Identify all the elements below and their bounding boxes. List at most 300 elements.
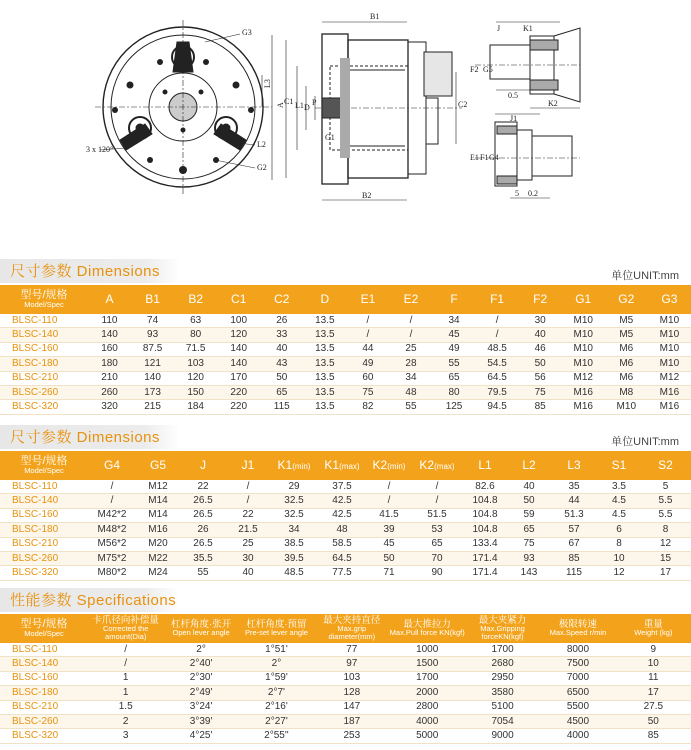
model-cell: BLSC-160	[0, 342, 88, 356]
label-g4: G4	[489, 153, 499, 162]
label-b2: B2	[362, 191, 372, 200]
table-cell: 40	[508, 480, 550, 494]
model-cell: BLSC-140	[0, 328, 88, 342]
table-cell: 4000	[390, 714, 465, 728]
column-header	[0, 451, 88, 480]
table-cell: 3°24'	[163, 700, 238, 714]
table-header-row	[0, 285, 691, 314]
model-cell: BLSC-110	[0, 314, 88, 328]
column-header-sublabel: Model/Spec	[24, 466, 64, 475]
table-cell: 2°16'	[239, 700, 314, 714]
table-cell: 50	[508, 494, 550, 508]
table-cell: 74	[131, 314, 174, 328]
table-cell: 180	[88, 357, 131, 371]
table-cell: 1000	[390, 643, 465, 657]
model-cell: BLSC-110	[0, 643, 88, 657]
table-cell: 40	[226, 566, 270, 580]
table-cell: 21.5	[226, 523, 270, 537]
table-row	[0, 314, 691, 328]
table-cell: /	[476, 328, 519, 342]
table-cell: 120	[174, 371, 217, 385]
table-cell: 30	[519, 314, 562, 328]
table-cell: 9000	[465, 729, 540, 743]
table-cell: 82.6	[462, 480, 508, 494]
column-header	[550, 451, 598, 480]
table-cell: 44	[550, 494, 598, 508]
label-f2: F2	[470, 65, 479, 74]
column-header	[346, 285, 389, 314]
table-cell: 17	[640, 566, 691, 580]
table-cell: /	[88, 643, 163, 657]
column-header	[412, 451, 462, 480]
table-row	[0, 508, 691, 522]
table-cell: 35	[550, 480, 598, 494]
column-header-label: 最大夹紧力	[478, 615, 527, 626]
table-cell: 64.5	[476, 371, 519, 385]
column-header-label: F2	[533, 292, 548, 306]
column-header	[519, 285, 562, 314]
table-cell: 8	[640, 523, 691, 537]
table-row	[0, 342, 691, 356]
column-header-label: 杠杆角度·张开	[170, 619, 232, 630]
table-cell: 94.5	[476, 400, 519, 414]
table-cell: 67	[550, 537, 598, 551]
table-cell: M16	[136, 523, 180, 537]
table-row	[0, 643, 691, 657]
table-cell: 43	[260, 357, 303, 371]
table-cell: 6500	[540, 686, 615, 700]
table-cell: 13.5	[303, 342, 346, 356]
section-band-dimensions-1	[0, 259, 180, 283]
table-cell: 57	[550, 523, 598, 537]
table-cell: 25	[389, 342, 432, 356]
model-cell: BLSC-160	[0, 508, 88, 522]
label-j1: J1	[510, 114, 518, 123]
table-cell: 210	[88, 371, 131, 385]
table-cell: 13.5	[303, 357, 346, 371]
label-g3: G3	[242, 28, 252, 37]
label-l3: L3	[263, 79, 272, 88]
column-header-label: C2	[274, 292, 290, 306]
table-cell: 4°25'	[163, 729, 238, 743]
table-cell: M42*2	[88, 508, 136, 522]
table-cell: 64.5	[318, 551, 366, 565]
label-5: 5	[515, 189, 519, 198]
column-header-label: 型号/规格	[20, 455, 68, 467]
table-cell: 48	[318, 523, 366, 537]
column-header	[0, 285, 88, 314]
model-cell: BLSC-260	[0, 714, 88, 728]
table-cell: 65	[260, 385, 303, 399]
table-cell: /	[389, 314, 432, 328]
table-cell: 4500	[540, 714, 615, 728]
table-row	[0, 686, 691, 700]
label-a: A	[276, 102, 285, 108]
table-cell: 13.5	[303, 371, 346, 385]
label-angle: 3 x 120°	[86, 145, 114, 154]
column-header-label: S2	[658, 458, 673, 472]
column-header-suffix: (min)	[387, 461, 406, 471]
section-title-dimensions-1: 尺寸参数 Dimensions	[10, 263, 161, 280]
table-cell: 65	[412, 537, 462, 551]
table-cell: 184	[174, 400, 217, 414]
table-cell: 25	[226, 537, 270, 551]
table-cell: 30	[226, 551, 270, 565]
table-cell: 1700	[390, 671, 465, 685]
table-cell: 13.5	[303, 400, 346, 414]
table-row	[0, 400, 691, 414]
table-cell: 56	[519, 371, 562, 385]
table-cell: 41.5	[366, 508, 412, 522]
column-header-label: L3	[567, 458, 581, 472]
table-cell: 65	[433, 371, 476, 385]
table-cell: 5	[640, 480, 691, 494]
table-cell: 54.5	[476, 357, 519, 371]
table-cell: 115	[550, 566, 598, 580]
column-header-label: K1	[324, 457, 340, 472]
column-header-sublabel: Max.Pull force KN(kgf)	[389, 628, 465, 637]
table-cell: 13.5	[303, 314, 346, 328]
table-row	[0, 714, 691, 728]
table-cell: 53	[412, 523, 462, 537]
column-header	[217, 285, 260, 314]
table-cell: 26.5	[180, 494, 226, 508]
table-cell: 93	[508, 551, 550, 565]
table-cell: 13.5	[303, 385, 346, 399]
column-header-label: A	[105, 292, 114, 306]
table-cell: 50	[366, 551, 412, 565]
table-cell: 5.5	[640, 494, 691, 508]
model-cell: BLSC-180	[0, 523, 88, 537]
table-cell: M10	[648, 357, 691, 371]
table-cell: /	[412, 494, 462, 508]
column-header	[462, 451, 508, 480]
table-cell: 1700	[465, 643, 540, 657]
table-cell: 75	[508, 537, 550, 551]
table-cell: 45	[433, 328, 476, 342]
table-cell: 3580	[465, 686, 540, 700]
table-cell: 7000	[540, 671, 615, 685]
table-cell: 37.5	[318, 480, 366, 494]
column-header	[0, 614, 88, 643]
table-cell: M80*2	[88, 566, 136, 580]
table-row	[0, 566, 691, 580]
table-cell: 50	[260, 371, 303, 385]
table-cell: M20	[136, 537, 180, 551]
table-row	[0, 523, 691, 537]
dimensions-table-1	[0, 285, 691, 415]
table-cell: 49	[346, 357, 389, 371]
table-cell: 2	[88, 714, 163, 728]
table-cell: M16	[562, 385, 605, 399]
column-header-suffix: (min)	[292, 461, 311, 471]
table-cell: 12	[640, 537, 691, 551]
table-cell: 71	[366, 566, 412, 580]
table-cell: 128	[314, 686, 389, 700]
table-cell: 75	[346, 385, 389, 399]
unit-label-1: 单位UNIT:mm	[611, 270, 679, 282]
table-cell: M12	[136, 480, 180, 494]
column-header-label: K2	[419, 457, 435, 472]
dimensions-table-2	[0, 451, 691, 581]
table-cell: 8000	[540, 643, 615, 657]
table-cell: 80	[174, 328, 217, 342]
table-cell: 171.4	[462, 566, 508, 580]
table-cell: 147	[314, 700, 389, 714]
table-cell: M12	[562, 371, 605, 385]
unit-label-2: 单位UNIT:mm	[611, 436, 679, 448]
table-cell: 4.5	[598, 494, 640, 508]
table-cell: 1°59'	[239, 671, 314, 685]
table-cell: 160	[88, 342, 131, 356]
column-header-label: 型号/规格	[20, 289, 68, 301]
table-cell: 7500	[540, 657, 615, 671]
label-g5: G5	[483, 65, 493, 74]
table-cell: 55	[180, 566, 226, 580]
table-cell: 187	[314, 714, 389, 728]
model-cell: BLSC-180	[0, 686, 88, 700]
column-header-label: 型号/规格	[20, 618, 68, 630]
table-cell: 253	[314, 729, 389, 743]
model-cell: BLSC-210	[0, 700, 88, 714]
table-cell: 140	[217, 342, 260, 356]
table-cell: /	[88, 494, 136, 508]
table-cell: 170	[217, 371, 260, 385]
table-cell: 35.5	[180, 551, 226, 565]
column-header-label: G2	[618, 292, 635, 306]
table-cell: 75	[519, 385, 562, 399]
table-cell: 22	[226, 508, 270, 522]
table-cell: 143	[508, 566, 550, 580]
table-cell: 115	[260, 400, 303, 414]
table-cell: M14	[136, 494, 180, 508]
model-cell: BLSC-160	[0, 671, 88, 685]
side-view-drawing	[286, 22, 462, 200]
table-cell: 120	[217, 328, 260, 342]
column-header-label: 杠杆角度·预留	[246, 619, 307, 630]
label-k2: K2	[548, 99, 558, 108]
table-cell: 103	[174, 357, 217, 371]
table-cell: 85	[550, 551, 598, 565]
section-band-dimensions-2	[0, 425, 180, 449]
table-cell: 5000	[390, 729, 465, 743]
table-cell: M12	[648, 371, 691, 385]
table-cell: 59	[508, 508, 550, 522]
table-cell: M10	[562, 342, 605, 356]
table-cell: 26	[180, 523, 226, 537]
table-cell: 34	[389, 371, 432, 385]
table-cell: 77.5	[318, 566, 366, 580]
table-cell: 10	[616, 657, 691, 671]
table-cell: /	[226, 494, 270, 508]
table-cell: 5100	[465, 700, 540, 714]
table-cell: 110	[88, 314, 131, 328]
column-header	[180, 451, 226, 480]
table-cell: 5500	[540, 700, 615, 714]
table-cell: 220	[217, 385, 260, 399]
column-header-label: B1	[145, 292, 160, 306]
column-header-label: 极限转速	[558, 619, 597, 630]
column-header	[648, 285, 691, 314]
table-row	[0, 371, 691, 385]
table-cell: 97	[314, 657, 389, 671]
column-header-label: J1	[241, 458, 255, 472]
table-cell: 51.5	[412, 508, 462, 522]
table-cell: 100	[217, 314, 260, 328]
column-header	[389, 285, 432, 314]
table-cell: 2°55''	[239, 729, 314, 743]
table-cell: /	[476, 314, 519, 328]
table-cell: /	[346, 328, 389, 342]
table-cell: 8	[598, 537, 640, 551]
table-cell: 32.5	[270, 494, 318, 508]
table-cell: 51.3	[550, 508, 598, 522]
label-g1: G1	[325, 133, 335, 142]
column-header-label: F1	[490, 292, 505, 306]
column-header	[226, 451, 270, 480]
table-cell: 34	[433, 314, 476, 328]
column-header-label: B2	[188, 292, 203, 306]
label-02: 0.2	[528, 189, 538, 198]
table-cell: 87.5	[131, 342, 174, 356]
column-header	[260, 285, 303, 314]
table-cell: 2680	[465, 657, 540, 671]
table-cell: M16	[648, 385, 691, 399]
column-header-label: G3	[661, 292, 678, 306]
table-cell: 1	[88, 686, 163, 700]
table-cell: 2950	[465, 671, 540, 685]
column-header-label: K1	[277, 457, 293, 472]
table-cell: 28	[389, 357, 432, 371]
column-header	[174, 285, 217, 314]
table-cell: 1.5	[88, 700, 163, 714]
column-header-label: K2	[372, 457, 388, 472]
table-cell: /	[389, 328, 432, 342]
column-header-label: 卡爪径向补偿量	[92, 615, 159, 626]
column-header-sublabel: Corrected the amount(Dia)	[102, 624, 149, 641]
label-e1: E1	[470, 153, 479, 162]
column-header	[136, 451, 180, 480]
table-row	[0, 357, 691, 371]
table-cell: /	[412, 480, 462, 494]
table-header-row	[0, 614, 691, 643]
table-cell: 46	[519, 342, 562, 356]
column-header	[163, 614, 238, 643]
label-f1: F1	[480, 153, 489, 162]
column-header-sublabel: Open lever angle	[172, 628, 230, 637]
column-header	[303, 285, 346, 314]
column-header-label: D	[320, 292, 330, 306]
column-header	[616, 614, 691, 643]
table-cell: 70	[412, 551, 462, 565]
table-row	[0, 537, 691, 551]
table-row	[0, 671, 691, 685]
column-header-label: L1	[478, 458, 492, 472]
model-cell: BLSC-320	[0, 400, 88, 414]
table-cell: 2°40'	[163, 657, 238, 671]
column-header	[88, 285, 131, 314]
column-header-label: G5	[149, 458, 166, 472]
table-cell: 2800	[390, 700, 465, 714]
table-cell: 13.5	[303, 328, 346, 342]
column-header-label: J	[200, 458, 206, 472]
table-cell: 50	[616, 714, 691, 728]
table-cell: /	[88, 657, 163, 671]
table-cell: 80	[433, 385, 476, 399]
table-cell: 10	[598, 551, 640, 565]
label-c1: C1	[284, 97, 294, 106]
table-cell: M5	[605, 328, 648, 342]
table-cell: 42.5	[318, 508, 366, 522]
column-header-sublabel: Model/Spec	[24, 300, 64, 309]
table-cell: 63	[174, 314, 217, 328]
table-row	[0, 385, 691, 399]
table-cell: 33	[260, 328, 303, 342]
model-cell: BLSC-210	[0, 537, 88, 551]
table-cell: M16	[648, 400, 691, 414]
section-band-specifications	[0, 588, 180, 612]
table-cell: M48*2	[88, 523, 136, 537]
table-cell: 104.8	[462, 523, 508, 537]
table-cell: 3	[88, 729, 163, 743]
table-cell: /	[366, 480, 412, 494]
table-cell: 48	[389, 385, 432, 399]
model-cell: BLSC-260	[0, 551, 88, 565]
column-header	[131, 285, 174, 314]
table-cell: 260	[88, 385, 131, 399]
table-cell: 7054	[465, 714, 540, 728]
table-cell: 40	[519, 328, 562, 342]
column-header	[433, 285, 476, 314]
table-cell: 2°	[239, 657, 314, 671]
table-row	[0, 494, 691, 508]
table-cell: 55	[389, 400, 432, 414]
table-cell: 320	[88, 400, 131, 414]
column-header	[508, 451, 550, 480]
table-cell: 3.5	[598, 480, 640, 494]
table-cell: 42.5	[318, 494, 366, 508]
column-header-label: G4	[103, 458, 120, 472]
table-cell: 39.5	[270, 551, 318, 565]
column-header-sublabel: Max.grip diameter(mm)	[328, 624, 376, 641]
table-cell: /	[366, 494, 412, 508]
table-cell: 173	[131, 385, 174, 399]
column-header-suffix: (max)	[434, 461, 455, 471]
table-cell: 2°7'	[239, 686, 314, 700]
label-l1: L1	[295, 101, 304, 110]
table-cell: 55	[433, 357, 476, 371]
label-l2: L2	[257, 140, 266, 149]
table-cell: 215	[131, 400, 174, 414]
table-cell: 11	[616, 671, 691, 685]
table-cell: 71.5	[174, 342, 217, 356]
table-cell: 104.8	[462, 494, 508, 508]
label-c2: C2	[458, 100, 468, 109]
table-cell: M16	[562, 400, 605, 414]
column-header-suffix: (max)	[339, 461, 360, 471]
column-header	[88, 451, 136, 480]
table-cell: 5.5	[640, 508, 691, 522]
table-cell: M10	[648, 314, 691, 328]
label-k1: K1	[523, 24, 533, 33]
table-row	[0, 328, 691, 342]
column-header	[239, 614, 314, 643]
table-cell: 45	[366, 537, 412, 551]
column-header	[270, 451, 318, 480]
column-header-label: S1	[611, 458, 627, 472]
table-cell: 12	[598, 566, 640, 580]
column-header-label: E2	[403, 292, 419, 306]
